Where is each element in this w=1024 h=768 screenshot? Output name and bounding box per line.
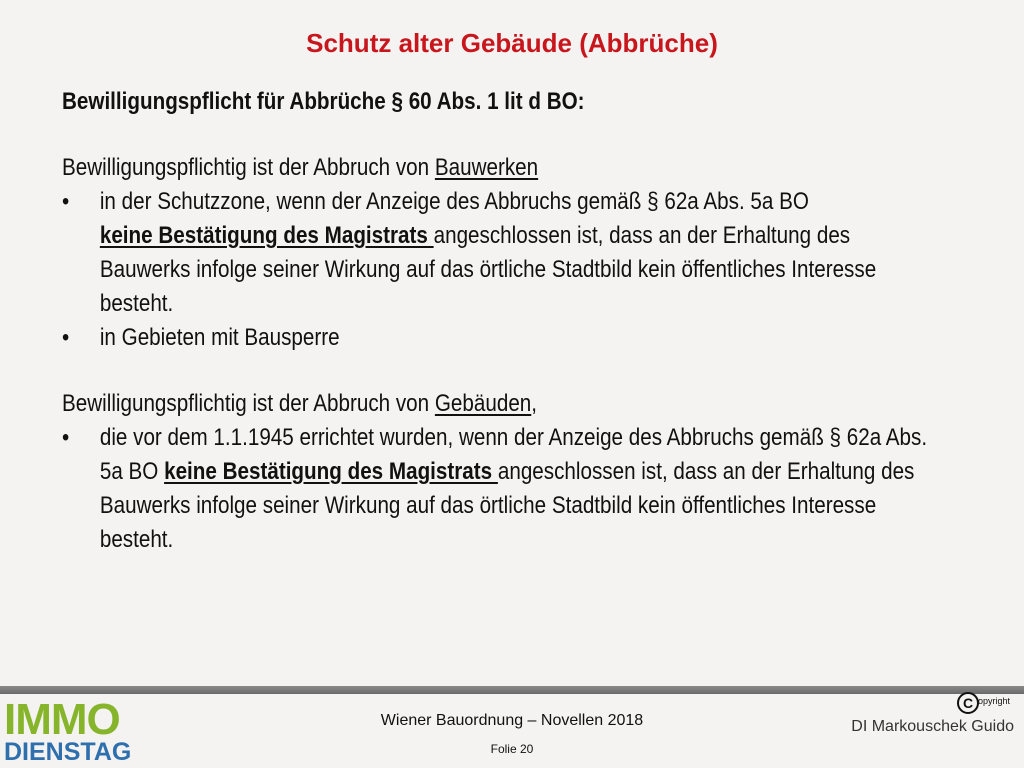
spacer [62,119,931,151]
list-item [62,321,931,355]
footer-presentation-title: Wiener Bauordnung – Novellen 2018 [380,712,644,729]
slide-content [62,85,931,557]
copyright-icon: C [957,692,979,714]
bullet-text-cont: angeschlossen ist, dass an der Erhaltung des Bauwerks infolge seiner Wirkung auf das örtliche Stadtbild kein öffentliches Interesse besteht. [99,458,915,553]
bullet-text: in der Schutzzone, wenn der Anzeige des Abbruchs gemäß § 62a Abs. 5a BO [99,188,809,215]
bullet-icon: • [62,188,70,215]
section2-bullet-list [62,421,931,557]
section2-intro-text: Bewilligungspflichtig ist der Abbruch von [62,390,435,417]
section2-intro [62,387,931,421]
section1-intro-underlined: Bauwerken [434,154,539,181]
copyright-mark [957,692,1017,716]
spacer [62,355,931,387]
immo-dienstag-logo [4,695,144,766]
copyright-label: opyright [978,696,1011,706]
logo-line1: IMMO [4,695,120,744]
section2-intro-underlined: Gebäuden [434,390,532,417]
list-item [62,185,931,321]
section1-intro [62,151,931,185]
bullet-text-cont: angeschlossen ist, dass an der Erhaltung des Bauwerks infolge seiner Wirkung auf das örtliche Stadtbild kein öffentliches Interesse besteht. [99,222,877,317]
list-item [62,421,931,557]
section1-bullet-list [62,185,931,355]
section-heading: Bewilligungspflicht für Abbrüche § 60 Abs. 1 lit d BO: [62,88,585,115]
section2-intro-suffix: , [531,390,538,417]
emphasis-text: keine Bestätigung des Magistrats [99,222,434,249]
bullet-icon: • [62,424,70,451]
footer-divider [0,686,1024,694]
emphasis-text: keine Bestätigung des Magistrats [164,458,498,485]
slide-number: Folie 20 [490,742,534,756]
logo-line2: DIENSTAG [4,738,132,766]
bullet-text: die vor dem 1.1.1945 errichtet wurden, wenn der Anzeige des Abbruchs gemäß § 62a Abs. 5a BO [99,424,928,485]
section1-intro-text: Bewilligungspflichtig ist der Abbruch von [62,154,435,181]
bullet-icon: • [62,324,70,351]
author-name: DI Markouschek Guido [851,718,1014,735]
bullet-text: in Gebieten mit Bausperre [99,324,340,351]
slide-title: Schutz alter Gebäude (Abbrüche) [306,28,718,58]
